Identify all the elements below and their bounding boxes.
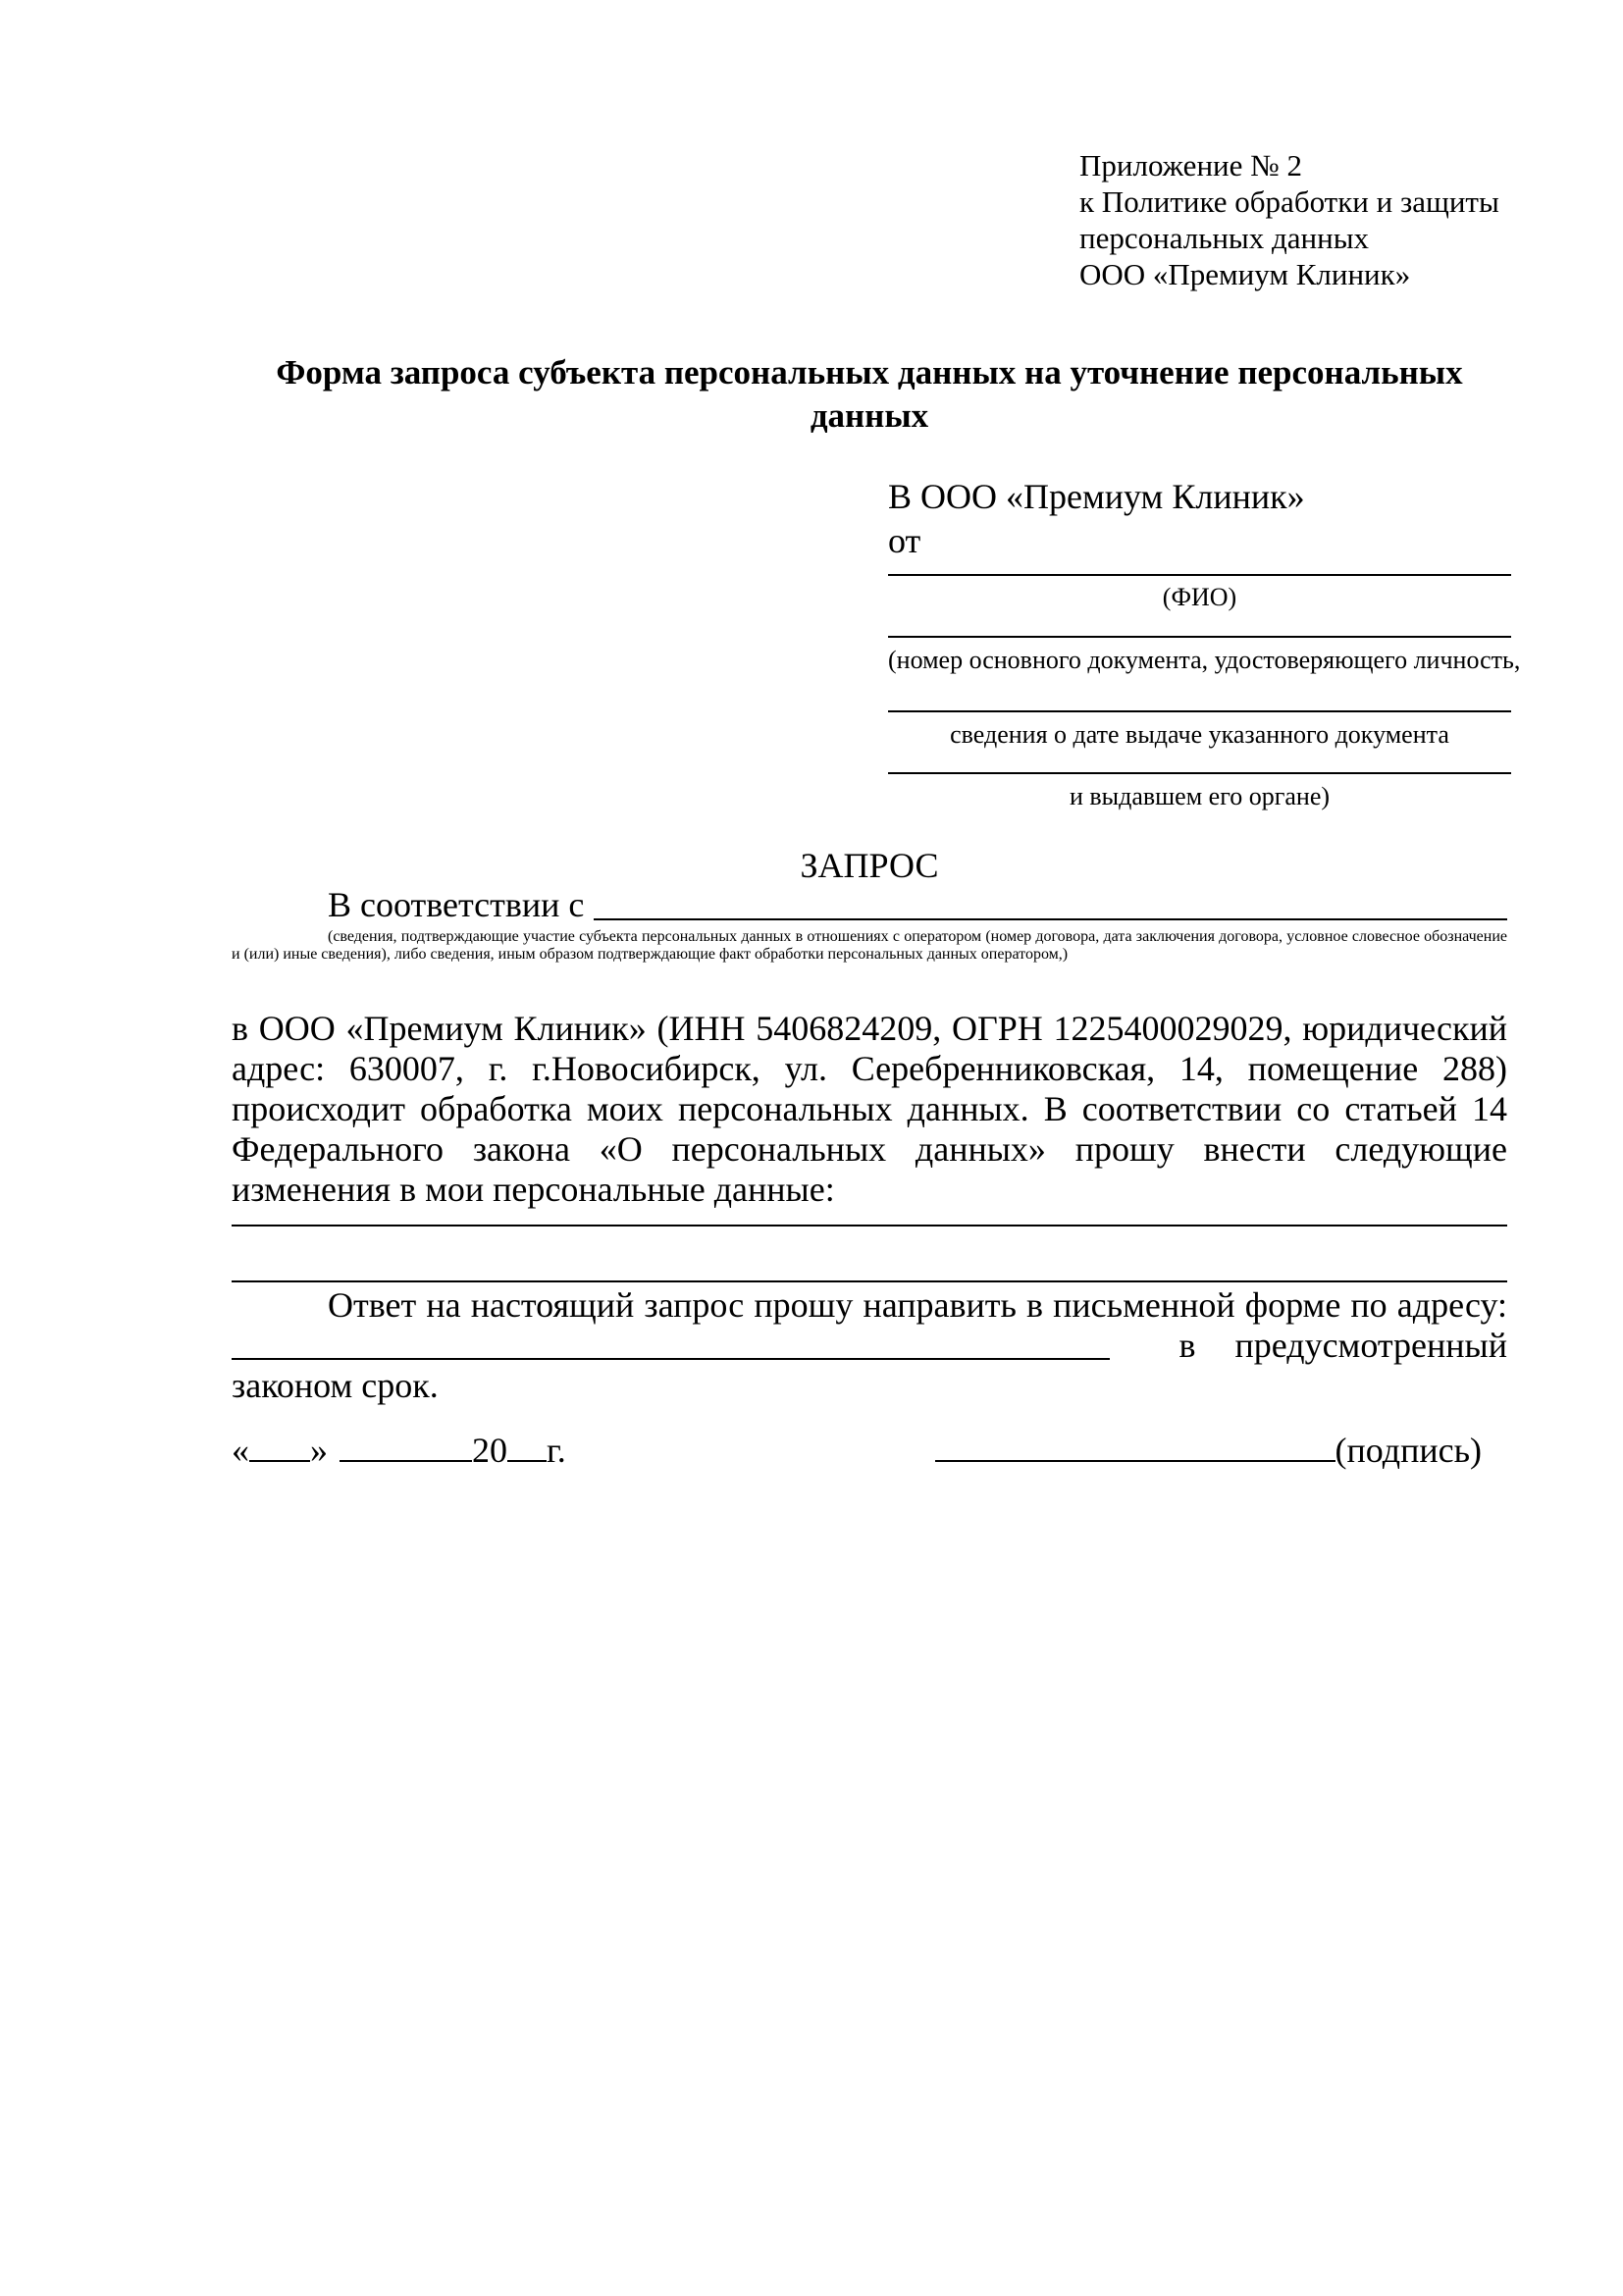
year-blank-line xyxy=(507,1458,547,1462)
document-number-blank-line xyxy=(888,636,1511,638)
appendix-header xyxy=(1079,147,1541,292)
reply-line-3: законом срок. xyxy=(232,1366,439,1405)
document-issuer-blank-line xyxy=(888,772,1511,774)
addressee-from-label: от xyxy=(888,521,921,560)
footnote-text: (сведения, подтверждающие участие субъекта персональных данных в отношениях с оператором (номер договора, дата заключения договора, условное словесное обозначение и (или) иные сведения), либо сведения, иным образом подтверждающие факт обработки персональных данных оператором,) xyxy=(232,928,1507,963)
reply-word-1: в xyxy=(1178,1326,1196,1365)
signature-part xyxy=(935,1431,1482,1471)
reply-word-2: предусмотренный xyxy=(1234,1326,1507,1365)
reply-line-2 xyxy=(232,1326,1507,1366)
appendix-header-line-1: Приложение № 2 xyxy=(1079,148,1302,183)
request-heading: ЗАПРОС xyxy=(800,846,939,885)
fio-blank-line xyxy=(888,574,1511,576)
signature-blank-line xyxy=(935,1458,1335,1462)
document-issue-date-blank-line xyxy=(888,710,1511,712)
date-signature-row xyxy=(232,1431,1507,1471)
appendix-header-line-4: ООО «Премиум Клиник» xyxy=(1079,257,1411,291)
intro-prefix: В соответствии с xyxy=(328,885,585,924)
date-close-quote: » xyxy=(310,1431,328,1470)
date-open-quote: « xyxy=(232,1431,249,1470)
month-blank-line xyxy=(340,1458,472,1462)
document-title: Форма запроса субъекта персональных данных на уточнение персональных данных xyxy=(276,353,1463,435)
addressee-to: В ООО «Премиум Клиник» xyxy=(888,477,1305,516)
year-prefix: 20 xyxy=(472,1431,507,1470)
fio-caption: (ФИО) xyxy=(1162,583,1237,611)
date-part xyxy=(232,1431,566,1471)
document-issue-date-caption: сведения о дате выдаче указанного документа xyxy=(950,720,1449,749)
changes-blank-line-2 xyxy=(232,1280,1507,1282)
changes-blank-line-1 xyxy=(232,1225,1507,1226)
appendix-header-line-3: персональных данных xyxy=(1079,221,1370,255)
document-issuer-caption: и выдавшем его органе) xyxy=(1069,782,1331,810)
day-blank-line xyxy=(249,1458,310,1462)
year-suffix: г. xyxy=(547,1431,566,1470)
intro-row xyxy=(232,885,1507,925)
signature-caption: (подпись) xyxy=(1335,1431,1482,1470)
document-number-caption: (номер основного документа, удостоверяющего личность, xyxy=(888,646,1521,674)
basis-blank-line xyxy=(594,885,1507,920)
request-body-paragraph: в ООО «Премиум Клиник» (ИНН 5406824209, ОГРН 1225400029029, юридический адрес: 630007, г. г.Новосибирск, ул. Серебренниковская, 14, помещение 288) происходит обработка моих персональных данных. В соответствии со статьей 14 Федерального закона «О персональных данных» прошу внести следующие изменения в мои персональные данные: xyxy=(232,1009,1507,1209)
appendix-header-line-2: к Политике обработки и защиты xyxy=(1079,184,1499,219)
address-blank-line xyxy=(232,1358,1110,1360)
reply-line-1: Ответ на настоящий запрос прошу направить в письменной форме по адресу: xyxy=(328,1285,1507,1325)
